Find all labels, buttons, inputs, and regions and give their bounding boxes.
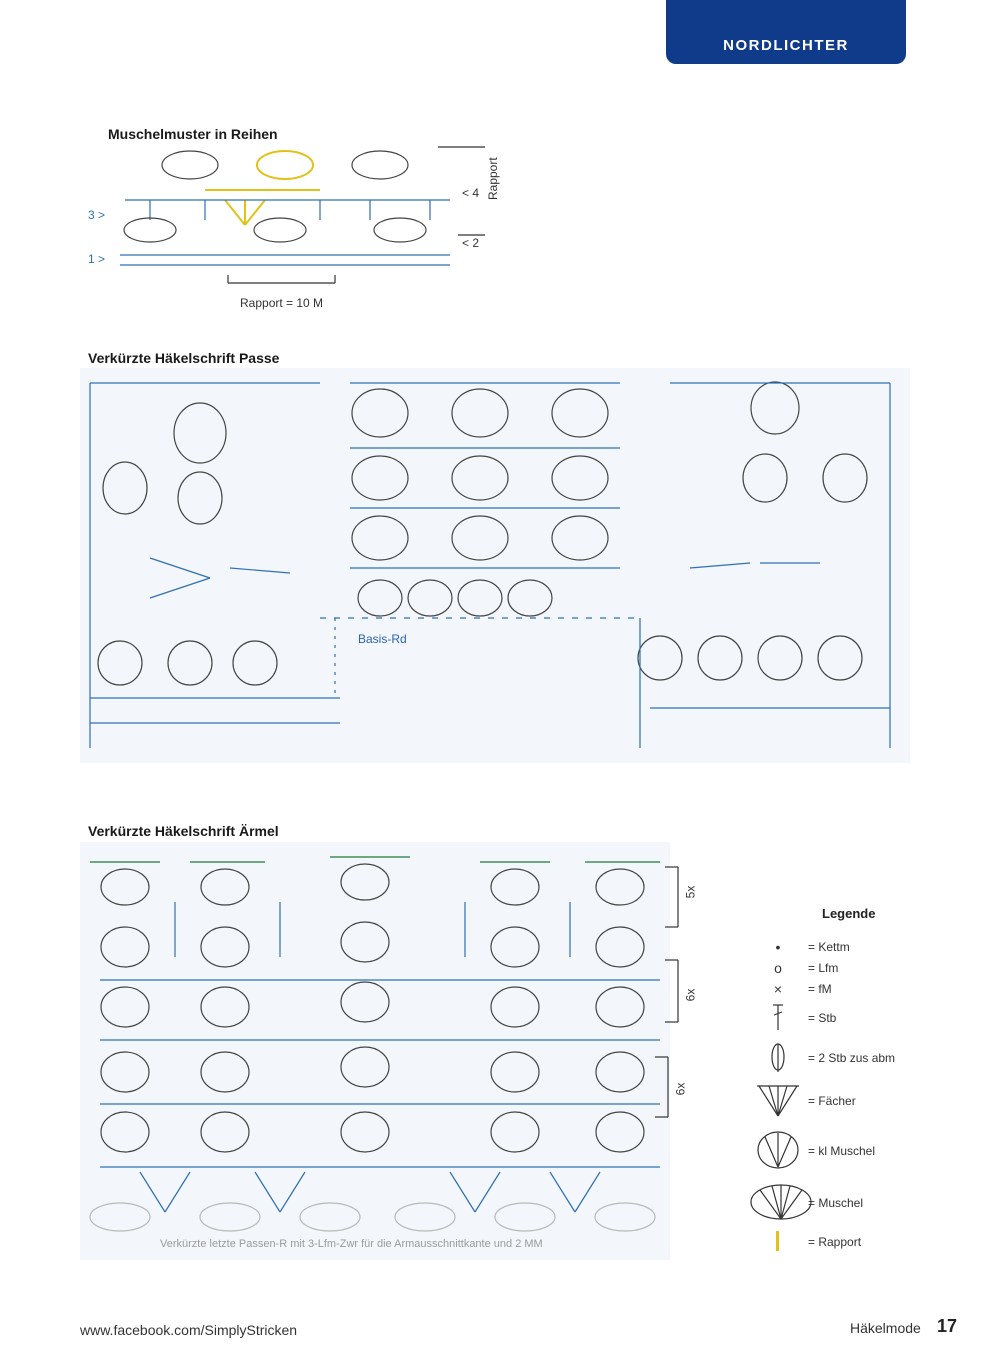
- passe-diagram: [80, 368, 910, 763]
- section3-title: Verkürzte Häkelschrift Ärmel: [88, 823, 279, 839]
- shell-icon: [748, 1180, 808, 1227]
- rapport-bar-icon: [748, 1229, 808, 1256]
- sleeve-caption: Verkürzte letzte Passen-R mit 3-Lfm-Zwr für die Armausschnittkante und 2 MM: [160, 1238, 543, 1250]
- section1-title: Muschelmuster in Reihen: [108, 126, 278, 142]
- legend-label: = Fächer: [808, 1094, 856, 1108]
- legend-row-lfm: [748, 957, 948, 978]
- shell-rows-diagram: [110, 145, 510, 295]
- legend-label: = fM: [808, 981, 832, 996]
- sleeve-diagram: [80, 842, 680, 1242]
- header-tab: [666, 0, 906, 64]
- repeat-label-5x: 5x: [683, 885, 698, 899]
- slip-stitch-dot-icon: •: [775, 938, 781, 955]
- header-tab-label: NORDLICHTER: [723, 37, 849, 54]
- footer-url[interactable]: www.facebook.com/SimplyStricken: [80, 1322, 298, 1338]
- legend-row-muschel: [748, 1179, 948, 1227]
- right-label-2: < 2: [462, 236, 480, 250]
- legend-row-faecher: [748, 1079, 948, 1123]
- rapport-side-label: Rapport: [486, 157, 500, 200]
- legend-title: Legende: [822, 906, 876, 921]
- legend-row-rapport: [748, 1227, 948, 1257]
- fan-icon: [748, 1080, 808, 1123]
- legend-label: = Kettm: [808, 939, 850, 954]
- legend-row-stb: [748, 999, 948, 1037]
- legend-label: = Rapport: [808, 1235, 862, 1249]
- basis-label: Basis-Rd: [358, 632, 407, 646]
- legend-label: = Muschel: [808, 1196, 864, 1210]
- repeat-label-6x-b: 6x: [673, 1082, 688, 1096]
- legend-label: = kl Muschel: [808, 1144, 876, 1158]
- row-label-1: 1 >: [88, 252, 106, 266]
- section2-title: Verkürzte Häkelschrift Passe: [88, 350, 280, 366]
- small-shell-icon: [748, 1127, 808, 1176]
- legend-row-kettm: [748, 936, 948, 957]
- legend-label: = Lfm: [808, 960, 839, 975]
- rapport-label: Rapport = 10 M: [240, 296, 324, 310]
- two-dc-together-icon: [748, 1040, 808, 1077]
- legend-label: = 2 Stb zus abm: [808, 1051, 896, 1065]
- right-label-4: < 4: [462, 186, 480, 200]
- row-label-3: 3 >: [88, 208, 106, 222]
- legend-label: = Stb: [808, 1011, 837, 1025]
- chain-oval-icon: o: [774, 959, 782, 976]
- legend: [748, 936, 948, 1257]
- legend-row-klmuschel: [748, 1123, 948, 1179]
- repeat-label-6x-a: 6x: [683, 988, 698, 1002]
- single-crochet-x-icon: ×: [773, 980, 783, 997]
- double-crochet-icon: [748, 1002, 808, 1035]
- page-number: 17: [937, 1316, 958, 1336]
- legend-row-fm: [748, 978, 948, 999]
- legend-row-2stb: [748, 1037, 948, 1079]
- footer-section: Häkelmode: [850, 1320, 921, 1336]
